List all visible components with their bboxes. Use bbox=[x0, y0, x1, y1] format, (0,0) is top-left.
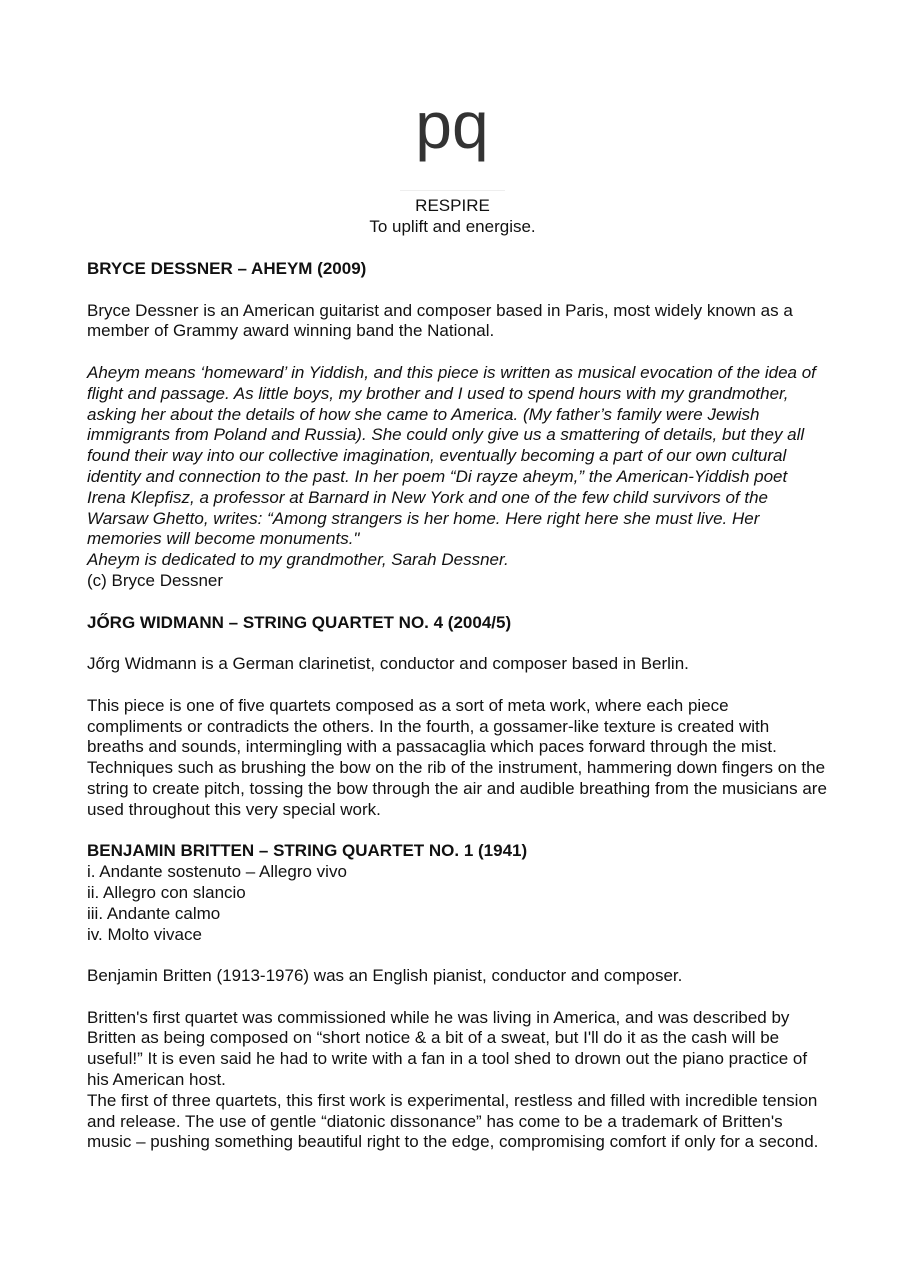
britten-movement: i. Andante sostenuto – Allegro vivo bbox=[87, 862, 347, 882]
dessner-bio: Bryce Dessner is an American guitarist and composer based in Paris, most widely known as a member of Grammy award winning band the National. bbox=[87, 300, 793, 341]
britten-bio: Benjamin Britten (1913-1976) was an English pianist, conductor and composer. bbox=[87, 966, 683, 986]
dessner-credit: (c) Bryce Dessner bbox=[87, 570, 224, 590]
widmann-bio: Jőrg Widmann is a German clarinetist, conductor and composer based in Berlin. bbox=[87, 654, 689, 674]
britten-note-2: The first of three quartets, this first work is experimental, restless and filled with incredible tension and release. The use of gentle “diatonic dissonance” has come to be a trademark of Britten's music – pushing something beautiful right to the edge, compromising comfort if only for a second. bbox=[87, 1090, 819, 1152]
britten-movement: ii. Allegro con slancio bbox=[87, 882, 246, 902]
dessner-dedication: Aheym is dedicated to my grandmother, Sarah Dessner. bbox=[87, 550, 509, 570]
widmann-heading: JŐRG WIDMANN – STRING QUARTET NO. 4 (2004/5) bbox=[87, 612, 512, 632]
program-subtitle: To uplift and energise. bbox=[369, 217, 536, 236]
program-title: RESPIRE bbox=[415, 196, 490, 215]
program-header bbox=[0, 195, 905, 237]
pq-logo bbox=[400, 86, 505, 190]
britten-movement: iv. Molto vivace bbox=[87, 924, 202, 944]
widmann-note: This piece is one of five quartets composed as a sort of meta work, where each piece compliments or contradicts the others. In the fourth, a gossamer-like texture is created with breaths and sounds, intermingling with a passacaglia which paces forward through the mist. Techniques such as brushing the bow on the rib of the instrument, hammering down fingers on the string to create pitch, tossing the bow through the air and audible breathing from the musicians are used throughout this very special work. bbox=[87, 695, 827, 819]
logo-divider bbox=[400, 190, 505, 191]
britten-note-1: Britten's first quartet was commissioned while he was living in America, and was described by Britten as being composed on “short notice & a bit of a sweat, but I'll do it as the cash will be useful!” It is even said he had to write with a fan in a tool shed to drown out the piano practice of his American host. bbox=[87, 1007, 808, 1090]
britten-movement: iii. Andante calmo bbox=[87, 903, 221, 923]
britten-heading: BENJAMIN BRITTEN – STRING QUARTET NO. 1 (1941) bbox=[87, 841, 528, 861]
logo-text: pq bbox=[415, 88, 489, 162]
pq-logo-mark bbox=[400, 86, 505, 190]
dessner-heading: BRYCE DESSNER – AHEYM (2009) bbox=[87, 259, 367, 278]
dessner-note: Aheym means ‘homeward’ in Yiddish, and this piece is written as musical evocation of the idea of flight and passage. As little boys, my brother and I used to spend hours with my grandmother, asking her about the details of how she came to America. (My father’s family were Jewish immigrants from Poland and Russia). She could only give us a smattering of details, but they all found their way into our collective imagination, eventually becoming a part of our own cultural identity and connection to the past. In her poem “Di rayze aheym,” the American-Yiddish poet Irena Klepfisz, a professor at Barnard in New York and one of the few child survivors of the Warsaw Ghetto, writes: “Among strangers is her home. Here right here she must live. Her memories will become monuments." bbox=[87, 362, 816, 549]
program-notes bbox=[87, 259, 827, 1153]
